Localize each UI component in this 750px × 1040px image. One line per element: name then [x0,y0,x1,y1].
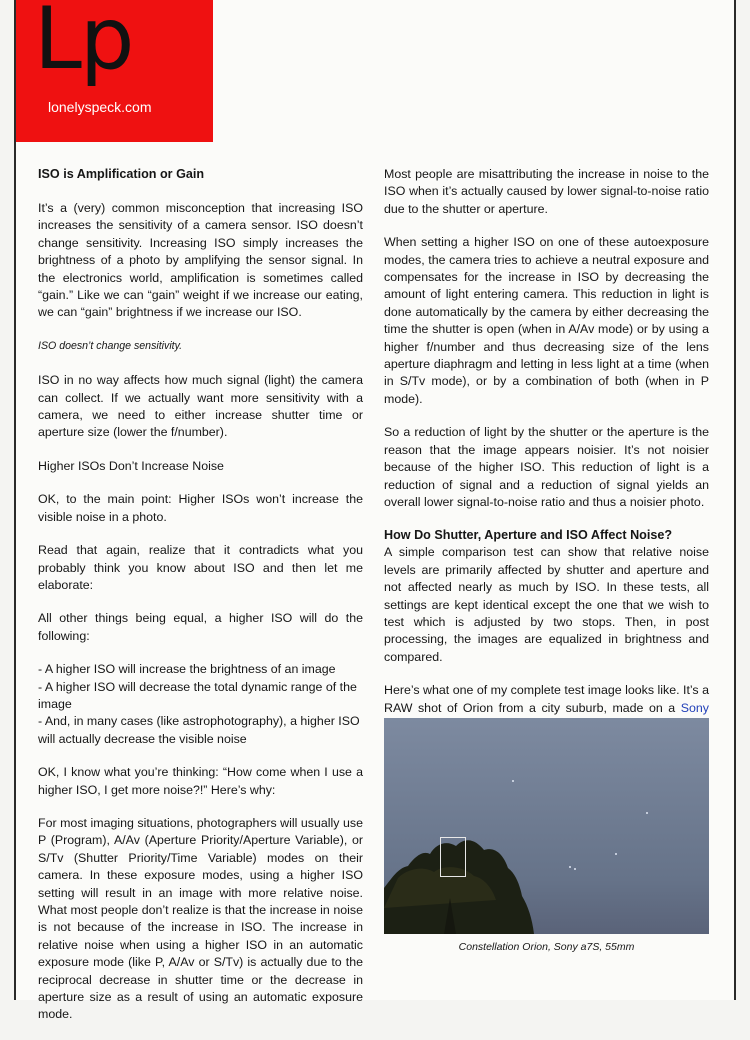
paragraph: Read that again, realize that it contradicts what you probably think you know about ISO and then let me elaborate: [38,543,363,592]
site-url[interactable]: lonelyspeck.com [48,99,152,115]
paragraph: For most imaging situations, photographers will usually use P (Program), A/Av (Aperture Priority/Aperture Variable), or S/Tv (Shutter Priority/Time Variable) modes on their camera. In these exposure modes, using a higher ISO setting will result in an image with more relative noise. What most people don’t realize is that the increase in noise is not because of the increase in ISO. The increase in relative noise when using a higher ISO in an automatic exposure mode (like P, A/Av or S/Tv) is actually due to the reciprocal decrease in shutter time or the decrease in aperture size as a result of using an automatic exposure mode. [38,815,363,1022]
subheading-higher-iso: Higher ISOs Don’t Increase Noise [38,458,224,473]
star [574,868,576,870]
section-heading-iso-gain: ISO is Amplification or Gain [38,167,205,181]
crop-selection-box [440,837,466,877]
star [646,812,648,814]
paragraph: Most people are misattributing the increase in noise to the ISO when it’s actually caused by lower signal-to-noise ratio due to the shutter or aperture. [384,167,709,216]
paragraph-with-links: Here’s what one of my complete test image looks like. It’s a RAW shot of Orion from a city suburb, made on a Sony [384,682,709,752]
brand-logo[interactable] [16,0,213,142]
star [569,866,571,868]
paragraph: ISO in no way affects how much signal (light) the camera can collect. If we actually want more sensitivity with a camera, we need to either increase shutter time or aperture size (lower the f/number). [38,373,363,440]
pull-quote: ISO doesn’t change sensitivity. [38,339,183,352]
star [512,780,514,782]
paragraph: OK, to the main point: Higher ISOs won’t increase the visible noise in a photo. [38,492,363,524]
bullet-item: - And, in many cases (like astrophotography), a higher ISO will actually decrease the visible noise [38,714,360,746]
paragraph: OK, I know what you’re thinking: “How come when I use a higher ISO, I get more noise?!” Here’s why: [38,765,363,797]
right-column [384,166,709,768]
section-heading-shutter-aperture: How Do Shutter, Aperture and ISO Affect Noise? [384,528,673,543]
star [615,853,617,855]
bullet-item: - A higher ISO will increase the brightness of an image [38,662,336,677]
orion-photo [384,718,709,934]
paragraph: It’s a (very) common misconception that increasing ISO increases the sensitivity of a camera sensor. ISO doesn’t change sensitivity. Increasing ISO simply increases the brightness of a photo by amplifying the sensor signal. In the electronics world, amplification is sometimes called “gain.” Like we can “gain” weight if we increase our eating, we can “gain” brightness if we increase our ISO. [38,201,363,320]
sony-a7s-review-link[interactable]: Sony [680,700,709,715]
left-column [38,166,363,1040]
paragraph: When setting a higher ISO on one of these autoexposure modes, the camera tries to achieve a neutral exposure and compensates for the increase in ISO by decreasing the amount of light entering camera. This reduction in light is done automatically by the camera by either decreasing the time the shutter is open (when in A/Av mode) or by using a higher f/number and thus decreasing size of the lens aperture diaphragm and letting in less light at a time (when in S/Tv mode), or by a combination of both (when in P mode). [384,235,709,406]
bullet-item: - A higher ISO will decrease the total dynamic range of the image [38,679,357,711]
paragraph: So a reduction of light by the shutter or the aperture is the reason that the image appears noisier. It’s not noisier because of the higher ISO. This reduction of light is a reduction of signal and a reduction of signal yields an overall lower signal-to-noise ratio and thus a noisier photo. [384,425,709,509]
logo-mark: Lp [34,0,133,89]
paragraph: A simple comparison test can show that relative noise levels are primarily affected by shutter and aperture and not affected nearly as much by ISO. In these tests, all settings are kept identical except the one that we wish to test which is adjusted by two stops. Then, in post processing, the images are equalized in brightness and compared. [384,545,709,664]
paragraph: All other things being equal, a higher ISO will do the following: [38,611,363,643]
figure-caption: Constellation Orion, Sony a7S, 55mm [458,941,635,953]
photo-scene [384,718,709,934]
